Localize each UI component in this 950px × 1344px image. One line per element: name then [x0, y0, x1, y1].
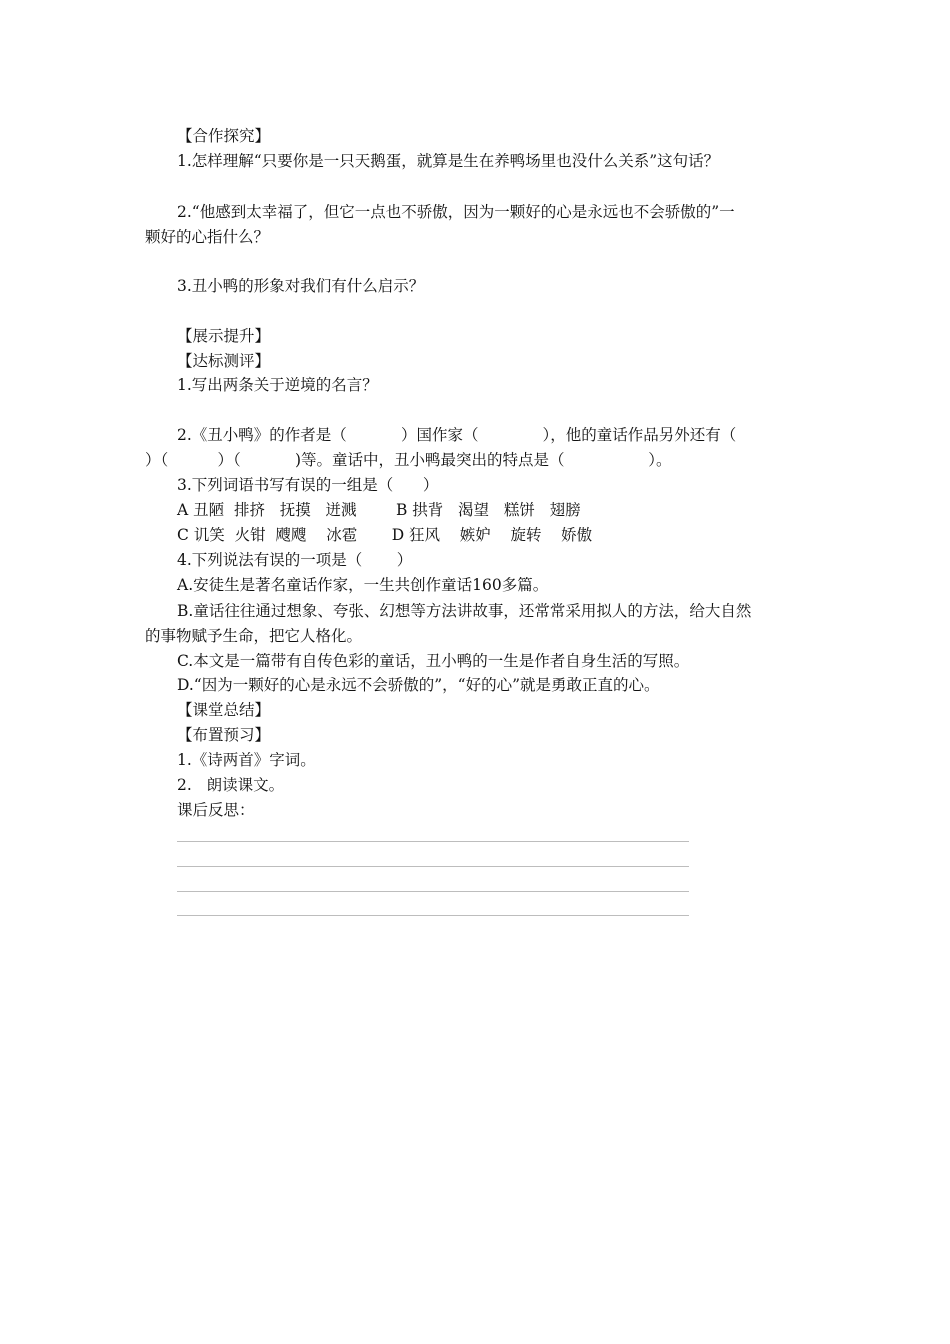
test-item-3-options-cd: C 讥笑 火钳 飕飕 冰雹 D 狂风 嫉妒 旋转 娇傲 — [177, 526, 593, 544]
preview-item-1: 1.《诗两首》字词。 — [177, 751, 316, 769]
reflection-label: 课后反思： — [177, 801, 255, 819]
test-item-4-option-b-line-1: B.童话往往通过想象、夸张、幻想等方法讲故事，还常常采用拟人的方法，给大自然 — [177, 602, 752, 620]
test-item-3: 3.下列词语书写有误的一组是（ ） — [177, 476, 439, 494]
test-item-4-option-c: C.本文是一篇带有自传色彩的童话，丑小鸭的一生是作者自身生活的写照。 — [177, 652, 690, 670]
reflection-line-2 — [177, 866, 689, 867]
test-item-4-option-a: A.安徒生是著名童话作家，一生共创作童话160多篇。 — [177, 576, 549, 594]
test-item-4-option-b-line-2: 的事物赋予生命，把它人格化。 — [145, 627, 363, 645]
reflection-line-3 — [177, 891, 689, 892]
section-heading-show: 【展示提升】 — [177, 327, 271, 345]
cooperate-question-1: 1.怎样理解“只要你是一只天鹅蛋，就算是生在养鸭场里也没什么关系”这句话？ — [177, 152, 720, 170]
test-item-1: 1.写出两条关于逆境的名言？ — [177, 376, 378, 394]
test-item-4: 4.下列说法有误的一项是（ ） — [177, 551, 413, 569]
cooperate-question-2-line-2: 颗好的心指什么？ — [145, 228, 270, 246]
preview-item-2: 2. 朗读课文。 — [177, 776, 285, 794]
section-heading-test: 【达标测评】 — [177, 352, 271, 370]
section-heading-cooperate: 【合作探究】 — [177, 127, 271, 145]
cooperate-question-2-line-1: 2.“他感到太幸福了，但它一点也不骄傲，因为一颗好的心是永远也不会骄傲的”一 — [177, 203, 735, 221]
reflection-line-4 — [177, 915, 689, 916]
test-item-3-options-ab: A 丑陋 排挤 抚摸 迸溅 B 拱背 渴望 糕饼 翅膀 — [177, 501, 581, 519]
section-heading-preview: 【布置预习】 — [177, 726, 271, 744]
section-heading-summary: 【课堂总结】 — [177, 701, 271, 719]
reflection-line-1 — [177, 841, 689, 842]
test-item-2-line-2: ）（ ）（ )等。童话中，丑小鸭最突出的特点是（ ）。 — [145, 451, 672, 469]
test-item-4-option-d: D.“因为一颗好的心是永远不会骄傲的”，“好的心”就是勇敢正直的心。 — [177, 676, 660, 694]
test-item-2-line-1: 2.《丑小鸭》的作者是（ ）国作家（ ），他的童话作品另外还有（ — [177, 426, 737, 444]
cooperate-question-3: 3.丑小鸭的形象对我们有什么启示？ — [177, 277, 425, 295]
